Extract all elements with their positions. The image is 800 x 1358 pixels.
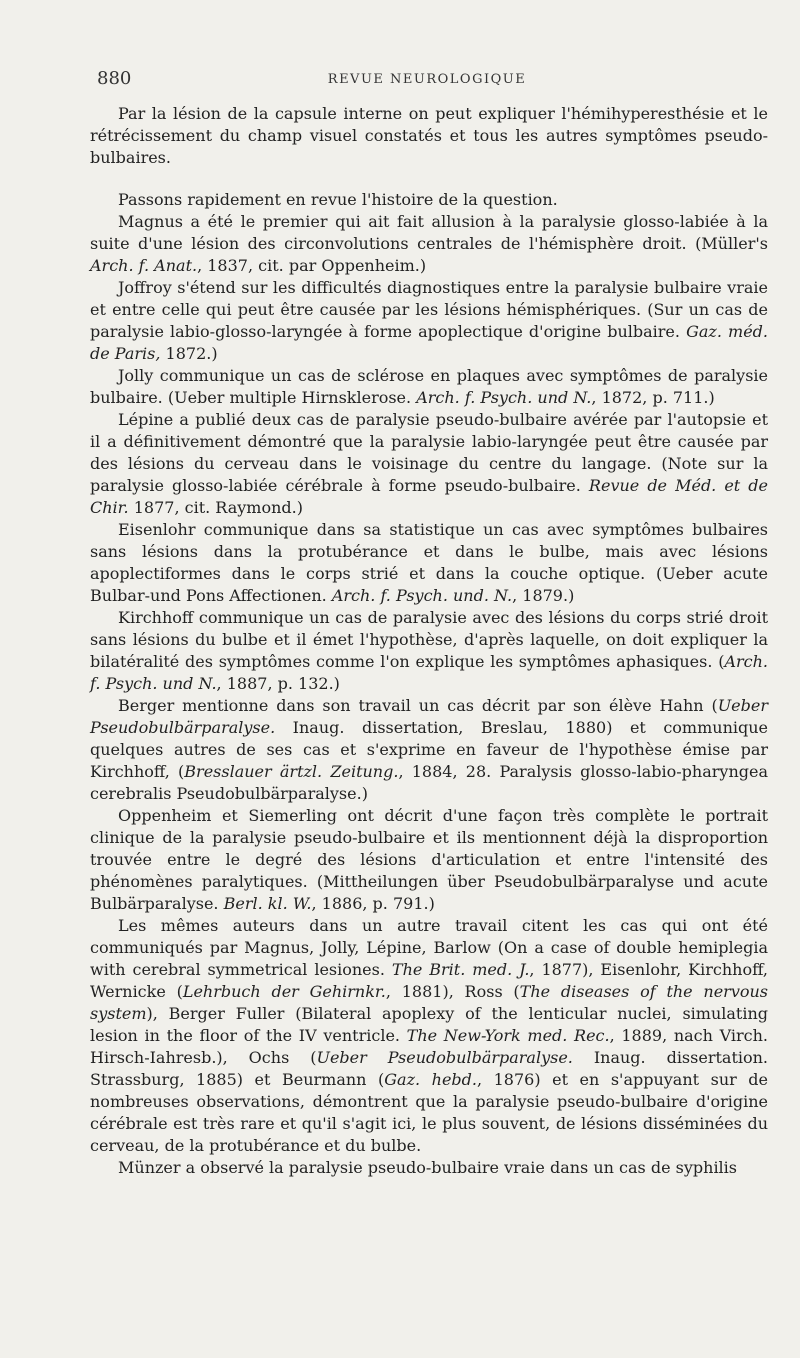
citation-italic: Lehrbuch der Gehirnkr. — [182, 982, 386, 1001]
paragraph — [90, 211, 768, 277]
text-run: , 1837, cit. par Oppenheim.) — [197, 256, 427, 275]
text-run: Jolly communique un cas de sclérose en plaques avec symptômes de paralysie bulbaire. (Ueber multiple Hirnsklerose. — [90, 366, 768, 407]
text-run: Les mêmes auteurs dans un autre travail citent les cas qui ont été communiqués par Magnus, Jolly, Lépine, Barlow (On a case of double hemiplegia with cerebral symmetrical lesiones. — [90, 916, 768, 979]
paragraph — [90, 519, 768, 607]
text-run: , 1877), Eisenlohr, Kirchhoff, Wernicke ( — [90, 960, 768, 1001]
paragraph — [90, 103, 768, 169]
paragraph — [90, 1157, 768, 1179]
text-run: Kirchhoff communique un cas de paralysie avec des lésions du corps strié droit sans lésions du bulbe et il émet l'hypothèse, d'après laquelle, on doit expliquer la bilatéralité des symptômes comme l'on explique les symptômes aphasiques. ( — [90, 608, 768, 671]
paragraph — [90, 409, 768, 519]
text-run: , 1889, nach Virch. Hirsch-Iahresb.), Ochs ( — [90, 1026, 768, 1067]
page-number: 880 — [97, 68, 132, 89]
citation-italic: Revue de Méd. et de Chir. — [90, 476, 768, 517]
paragraph — [90, 189, 768, 211]
text-run: 1877, cit. Raymond.) — [128, 498, 303, 517]
paragraph — [90, 277, 768, 365]
text-run: Eisenlohr communique dans sa statistique un cas avec symptômes bulbaires sans lésions dans la protubérance et dans le bulbe, mais avec lésions apoplectiformes dans le corps strié et dans la couche optique. (Ueber acute Bulbar-und Pons Affectionen. — [90, 520, 768, 605]
citation-italic: Ueber Pseudobulbärparalyse. — [316, 1048, 573, 1067]
citation-italic: Gaz. méd. de Paris, — [90, 322, 769, 363]
text-run: Münzer a observé la paralysie pseudo-bulbaire vraie dans un cas de syphilis — [118, 1158, 737, 1177]
text-run: , 1881), Ross ( — [385, 982, 520, 1001]
text-run: , 1884, 28. Paralysis glosso-labio-pharyngea cerebralis Pseudobulbärparalyse.) — [90, 762, 768, 803]
paragraph — [90, 805, 768, 915]
text-run: Passons rapidement en revue l'histoire de la question. — [118, 190, 558, 209]
citation-italic: Arch. f. Anat. — [90, 256, 198, 275]
citation-italic: Arch. f. Psych. und N. — [90, 652, 768, 693]
citation-italic: Gaz. hebd. — [384, 1070, 477, 1089]
text-run: Magnus a été le premier qui ait fait allusion à la paralysie glosso-labiée à la suite d'une lésion des circonvolutions centrales de l'hémisphère droit. (Müller's — [90, 212, 768, 253]
text-run: , 1886, p. 791.) — [311, 894, 435, 913]
text-run: , 1876) et en s'appuyant sur de nombreuses observations, démontrent que la paralysie pseudo-bulbaire d'origine cérébrale est très rare et qu'il s'agit ici, le plus souvent, de lésions disséminées du cerveau, de la protubérance et du bulbe. — [90, 1070, 769, 1155]
paragraph — [90, 365, 768, 409]
text-run: 1872.) — [160, 344, 218, 363]
citation-italic: Arch. f. Psych. und N. — [416, 388, 592, 407]
body-text — [90, 103, 768, 1179]
text-run: Oppenheim et Siemerling ont décrit d'une façon très complète le portrait clinique de la paralysie pseudo-bulbaire et ils mentionnent déjà la disproportion trouvée entre le degré des lésions d'articulation et entre l'intensité des phénomènes paralytiques. (Mittheilungen über Pseudobulbärparalyse und acute Bulbärparalyse. — [90, 806, 768, 913]
text-run: ), Berger Fuller (Bilateral apoplexy of the lenticular nuclei, simulating lesion in the floor of the IV ventricle. — [90, 1004, 768, 1045]
text-run: , 1872, p. 711.) — [591, 388, 715, 407]
citation-italic: The New-York med. Rec. — [406, 1026, 610, 1045]
citation-italic: Berl. kl. W. — [223, 894, 312, 913]
paragraph — [90, 607, 768, 695]
page-header — [97, 68, 757, 92]
text-run: Par la lésion de la capsule interne on peut expliquer l'hémihyperesthésie et le rétrécissement du champ visuel constatés et tous les autres symptômes pseudo-bulbaires. — [90, 104, 768, 167]
citation-italic: Ueber Pseudobulbärparalyse. — [90, 696, 768, 737]
citation-italic: The Brit. med. J. — [391, 960, 530, 979]
text-run: Joffroy s'étend sur les difficultés diagnostiques entre la paralysie bulbaire vraie et entre celle qui peut être causée par les lésions hémisphériques. (Sur un cas de paralysie labio-glosso-laryngée à forme apoplectique d'origine bulbaire. — [90, 278, 768, 341]
text-run: Berger mentionne dans son travail un cas décrit par son élève Hahn ( — [118, 696, 718, 715]
text-run: Inaug. dissertation. Strassburg, 1885) et Beurmann ( — [90, 1048, 769, 1089]
citation-italic: Arch. f. Psych. und. N. — [331, 586, 513, 605]
running-title: REVUE NEUROLOGIQUE — [327, 72, 527, 87]
citation-italic: The diseases of the nervous system — [90, 982, 769, 1023]
text-run: Lépine a publié deux cas de paralysie pseudo-bulbaire avérée par l'autopsie et il a définitivement démontré que la paralysie labio-laryngée peut être causée par des lésions du cerveau dans le voisinage du centre du langage. (Note sur la paralysie glosso-labiée cérébrale à forme pseudo-bulbaire. — [90, 410, 768, 495]
paragraph — [90, 915, 768, 1157]
paragraph — [90, 695, 768, 805]
text-run: , 1887, p. 132.) — [216, 674, 340, 693]
text-run: , 1879.) — [512, 586, 575, 605]
text-run: Inaug. dissertation, Breslau, 1880) et communique quelques autres de ses cas et s'exprime en faveur de l'hypothèse émise par Kirchhoff, ( — [90, 718, 768, 781]
citation-italic: Bresslauer ärtzl. Zeitung. — [184, 762, 399, 781]
